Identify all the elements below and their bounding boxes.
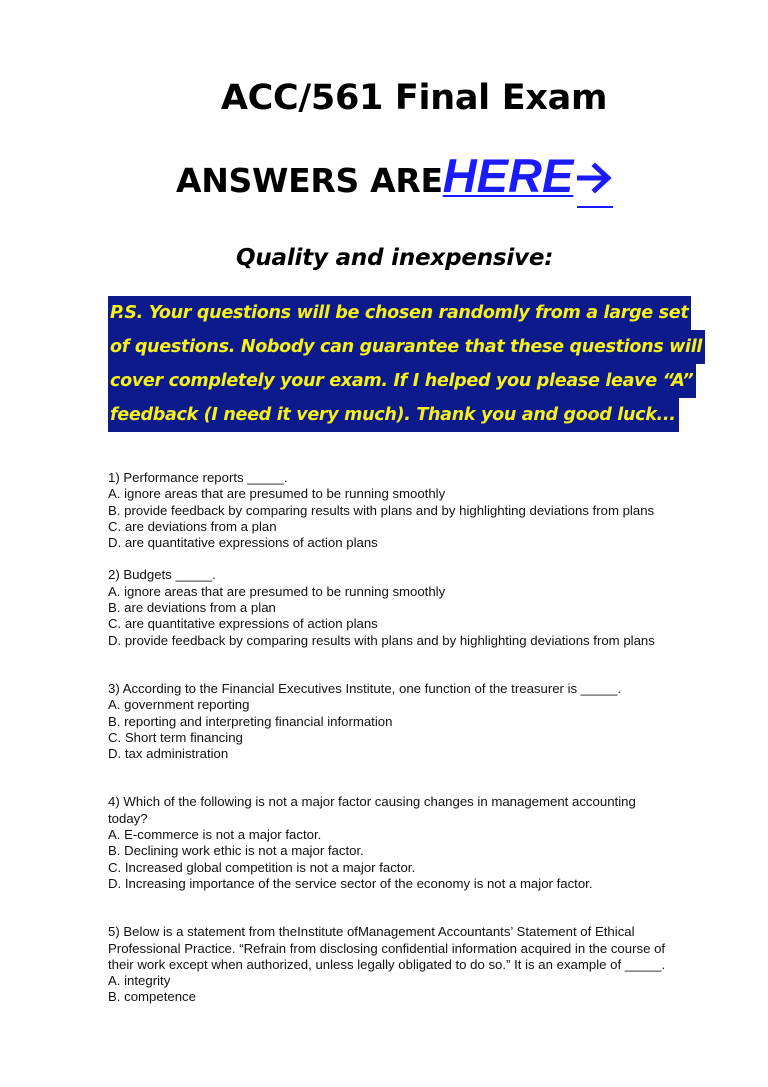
answer-option: C. Increased global competition is not a major factor. bbox=[108, 859, 416, 875]
question-1 bbox=[108, 470, 718, 551]
page-title: ACC/561 Final Exam bbox=[220, 78, 608, 118]
answer-option: A. ignore areas that are presumed to be running smoothly bbox=[108, 486, 446, 502]
question-4 bbox=[108, 794, 718, 892]
question-stem: 3) According to the Financial Executives Institute, one function of the treasurer is _____. bbox=[108, 680, 622, 696]
answer-option: B. Declining work ethic is not a major factor. bbox=[108, 843, 364, 859]
answer-option: D. tax administration bbox=[108, 746, 229, 762]
answers-line bbox=[176, 148, 613, 208]
right-arrow-icon bbox=[577, 151, 613, 208]
notice-line: of questions. Nobody can guarantee that these questions will bbox=[108, 330, 705, 364]
here-link-label: HERE bbox=[442, 149, 574, 202]
subtitle: Quality and inexpensive: bbox=[236, 245, 554, 271]
answer-option: B. reporting and interpreting financial information bbox=[108, 713, 393, 729]
answer-option: A. E-commerce is not a major factor. bbox=[108, 827, 322, 843]
answer-option: A. integrity bbox=[108, 973, 171, 989]
question-stem: 5) Below is a statement from theInstitute ofManagement Accountants’ Statement of Ethical bbox=[108, 924, 635, 940]
answer-option: C. are quantitative expressions of action plans bbox=[108, 616, 378, 632]
here-link[interactable] bbox=[443, 149, 614, 202]
notice-line: feedback (I need it very much). Thank you and good luck... bbox=[108, 398, 679, 432]
answer-option: B. competence bbox=[108, 989, 196, 1005]
question-3 bbox=[108, 681, 718, 762]
question-stem: 4) Which of the following is not a major factor causing changes in management accounting bbox=[108, 794, 636, 810]
question-5 bbox=[108, 924, 718, 1005]
question-2 bbox=[108, 567, 718, 648]
answers-prefix: ANSWERS ARE bbox=[176, 161, 443, 200]
answer-option: C. Short term financing bbox=[108, 729, 243, 745]
answer-option: A. government reporting bbox=[108, 697, 250, 713]
answer-option: D. are quantitative expressions of action plans bbox=[108, 535, 378, 551]
answer-option: C. are deviations from a plan bbox=[108, 518, 277, 534]
answer-option: B. are deviations from a plan bbox=[108, 600, 276, 616]
answer-option: D. Increasing importance of the service sector of the economy is not a major factor. bbox=[108, 875, 593, 891]
question-stem: 2) Budgets _____. bbox=[108, 567, 216, 583]
notice-line: P.S. Your questions will be chosen randomly from a large set bbox=[108, 296, 691, 330]
answer-option: B. provide feedback by comparing results with plans and by highlighting deviations from plans bbox=[108, 502, 655, 518]
notice-box bbox=[108, 296, 702, 432]
question-stem: 1) Performance reports _____. bbox=[108, 470, 288, 485]
question-stem: today? bbox=[108, 810, 148, 826]
answer-option: A. ignore areas that are presumed to be running smoothly bbox=[108, 583, 446, 599]
notice-line: cover completely your exam. If I helped you please leave “A” bbox=[108, 364, 696, 398]
answer-option: D. provide feedback by comparing results with plans and by highlighting deviations from plans bbox=[108, 632, 655, 648]
question-stem: Professional Practice. “Refrain from disclosing confidential information acquired in the course of bbox=[108, 940, 666, 956]
question-stem: their work except when authorized, unless legally obligated to do so.” It is an example of _____. bbox=[108, 956, 666, 972]
question-list bbox=[108, 470, 718, 1006]
